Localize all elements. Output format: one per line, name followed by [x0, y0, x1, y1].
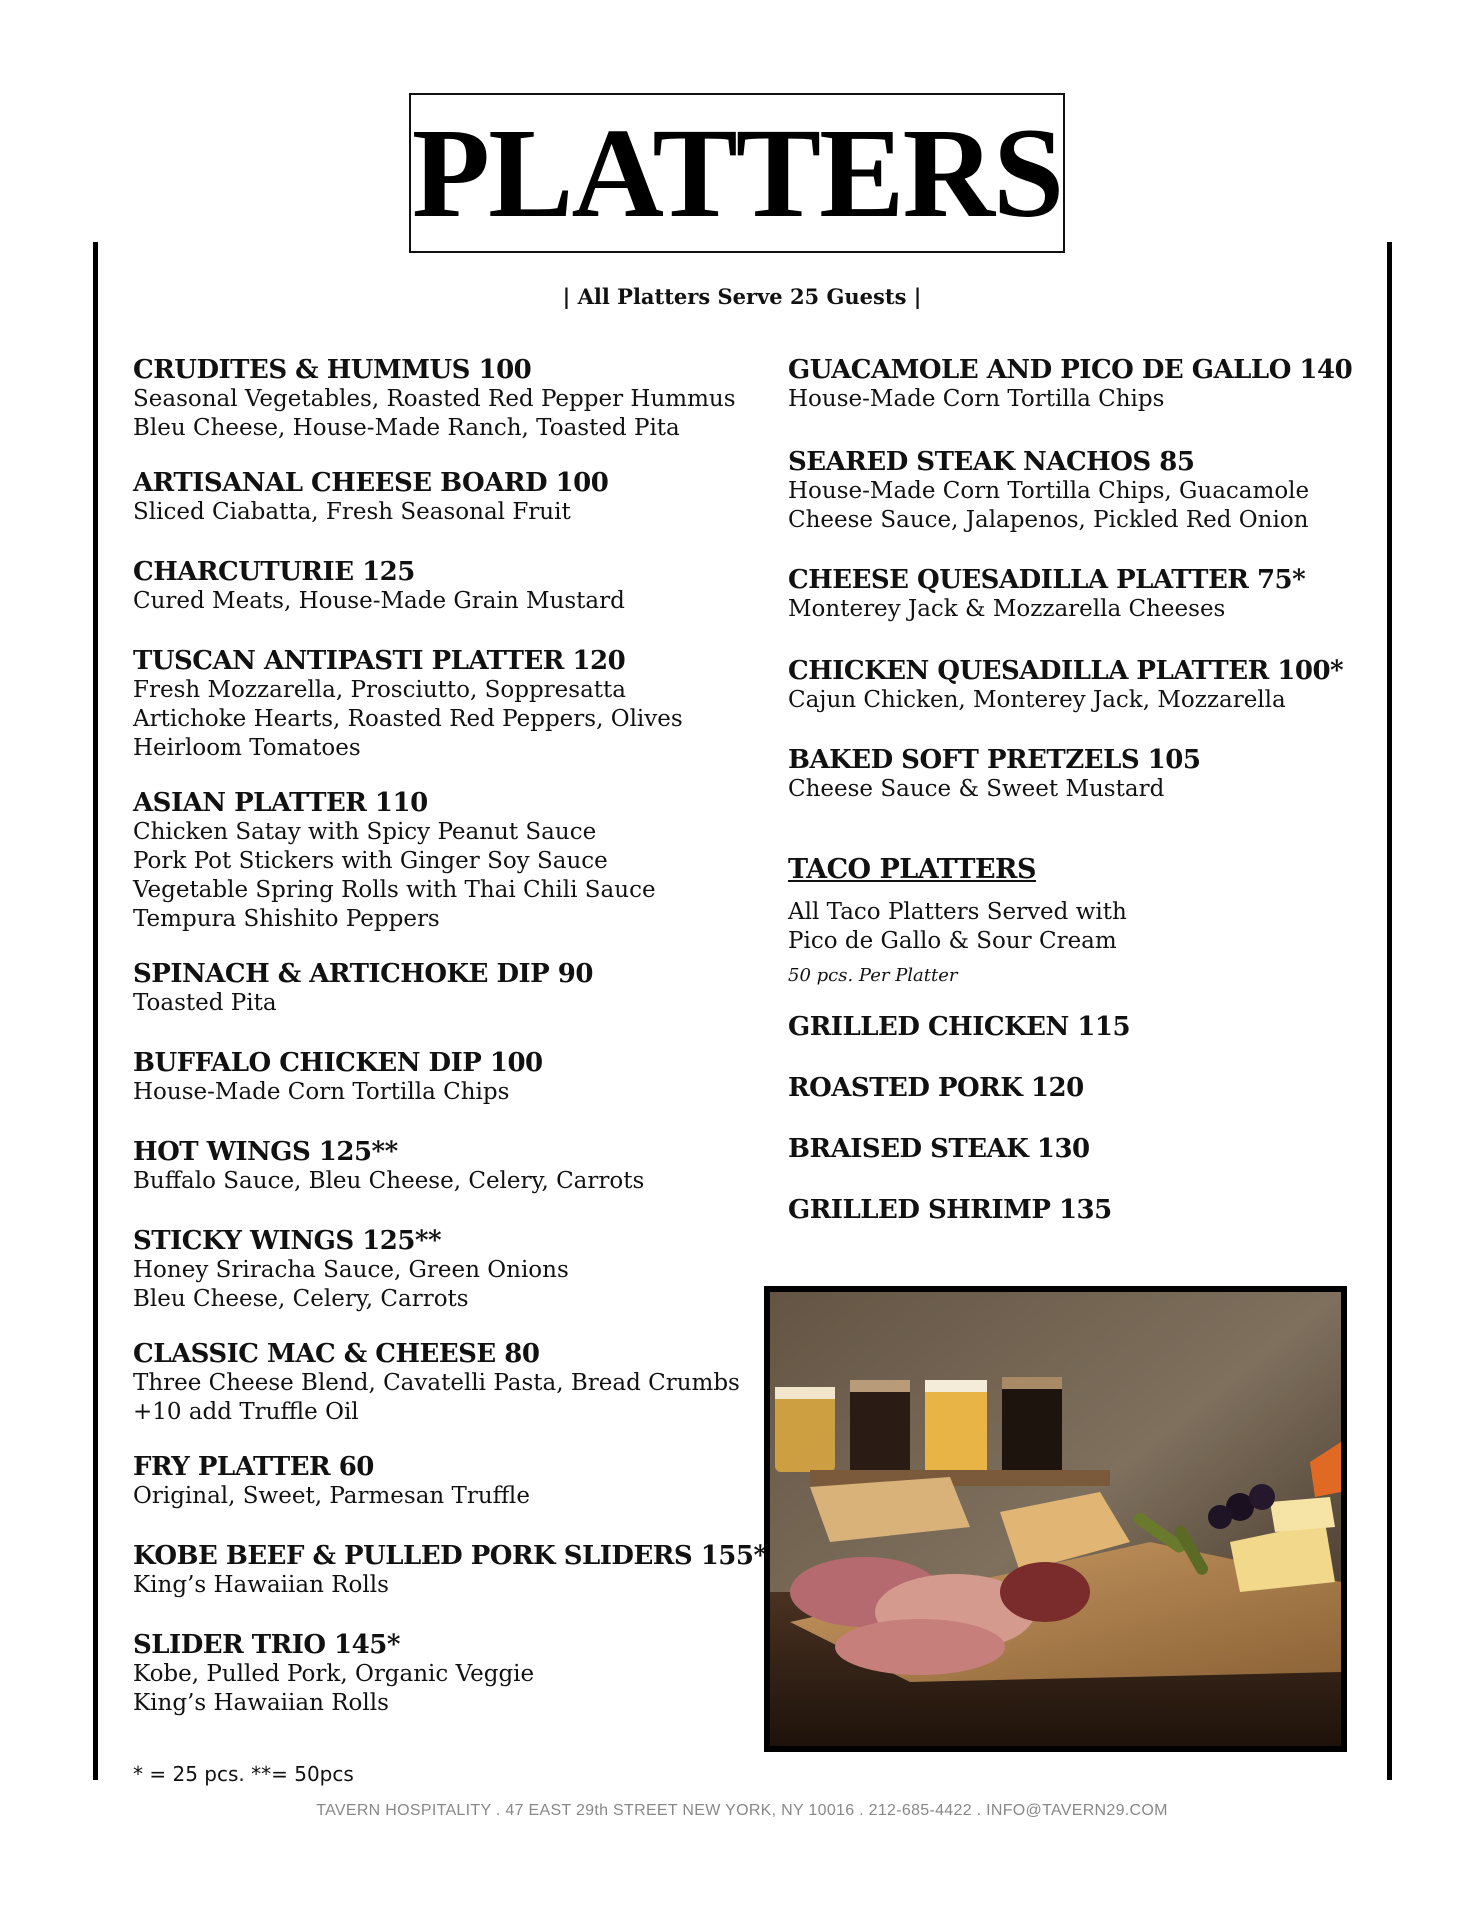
left-border-rule	[93, 242, 98, 1780]
item-name: BUFFALO CHICKEN DIP 100	[133, 1048, 543, 1078]
item-desc: Honey Sriracha Sauce, Green Onions	[133, 1257, 569, 1283]
menu-item	[788, 565, 1388, 624]
menu-item	[133, 1226, 753, 1314]
footnote: * = 25 pcs. **= 50pcs	[133, 1762, 354, 1786]
taco-item: GRILLED SHRIMP 135	[788, 1195, 1112, 1225]
item-name: CLASSIC MAC & CHEESE 80	[133, 1339, 540, 1369]
right-menu-column	[788, 355, 1388, 1225]
left-menu-column	[133, 355, 767, 1718]
menu-item	[133, 1339, 753, 1427]
item-name: CHEESE QUESADILLA PLATTER 75*	[788, 565, 1306, 595]
item-name: SPINACH & ARTICHOKE DIP 90	[133, 959, 593, 989]
menu-item	[133, 1452, 753, 1511]
item-name: BAKED SOFT PRETZELS 105	[788, 745, 1201, 775]
item-desc: Artichoke Hearts, Roasted Red Peppers, Olives	[133, 706, 683, 732]
item-desc: Toasted Pita	[133, 990, 277, 1016]
menu-item	[133, 959, 753, 1018]
menu-item	[133, 646, 753, 763]
item-name: STICKY WINGS 125**	[133, 1226, 442, 1256]
food-photo	[764, 1286, 1347, 1752]
item-desc: Fresh Mozzarella, Prosciutto, Soppresatta	[133, 677, 626, 703]
item-desc: Kobe, Pulled Pork, Organic Veggie	[133, 1661, 535, 1687]
menu-item	[133, 1137, 753, 1196]
taco-platters-heading: TACO PLATTERS	[788, 854, 1036, 885]
menu-item	[133, 1630, 753, 1718]
menu-item	[133, 1541, 767, 1600]
menu-item	[788, 447, 1388, 535]
item-name: CHICKEN QUESADILLA PLATTER 100*	[788, 656, 1344, 686]
item-name: ASIAN PLATTER 110	[133, 788, 428, 818]
taco-item: BRAISED STEAK 130	[788, 1134, 1090, 1164]
menu-item	[133, 468, 753, 527]
item-desc: Cured Meats, House-Made Grain Mustard	[133, 588, 625, 614]
item-desc: Bleu Cheese, House-Made Ranch, Toasted Pita	[133, 415, 680, 441]
item-desc: House-Made Corn Tortilla Chips	[788, 386, 1165, 412]
item-name: TUSCAN ANTIPASTI PLATTER 120	[133, 646, 626, 676]
subtitle: | All Platters Serve 25 Guests |	[562, 284, 922, 309]
item-name: CRUDITES & HUMMUS 100	[133, 355, 532, 385]
item-name: SLIDER TRIO 145*	[133, 1630, 400, 1660]
title-box	[409, 93, 1065, 253]
taco-intro-line: Pico de Gallo & Sour Cream	[788, 928, 1117, 954]
item-desc: House-Made Corn Tortilla Chips, Guacamole	[788, 478, 1310, 504]
item-name: HOT WINGS 125**	[133, 1137, 398, 1167]
menu-item	[133, 1048, 753, 1107]
taco-note: 50 pcs. Per Platter	[788, 965, 958, 986]
menu-item	[788, 656, 1388, 715]
item-desc: Seasonal Vegetables, Roasted Red Pepper Hummus	[133, 386, 736, 412]
item-desc: +10 add Truffle Oil	[133, 1399, 359, 1425]
item-desc: King’s Hawaiian Rolls	[133, 1690, 389, 1716]
item-desc: Buffalo Sauce, Bleu Cheese, Celery, Carrots	[133, 1168, 645, 1194]
item-desc: Cajun Chicken, Monterey Jack, Mozzarella	[788, 687, 1286, 713]
item-name: ARTISANAL CHEESE BOARD 100	[133, 468, 609, 498]
taco-item: ROASTED PORK 120	[788, 1073, 1084, 1103]
item-name: FRY PLATTER 60	[133, 1452, 374, 1482]
menu-item	[788, 745, 1388, 804]
menu-item	[133, 557, 753, 616]
item-desc: Chicken Satay with Spicy Peanut Sauce	[133, 819, 597, 845]
item-name: KOBE BEEF & PULLED PORK SLIDERS 155*	[133, 1541, 767, 1571]
taco-intro-line: All Taco Platters Served with	[788, 899, 1127, 925]
item-desc: Heirloom Tomatoes	[133, 735, 361, 761]
item-name: GUACAMOLE AND PICO DE GALLO 140	[788, 355, 1353, 385]
item-desc: King’s Hawaiian Rolls	[133, 1572, 389, 1598]
footer-contact: TAVERN HOSPITALITY . 47 EAST 29th STREET NEW YORK, NY 10016 . 212-685-4422 . INFO@TAVERN29.COM	[316, 1802, 1168, 1819]
item-name: CHARCUTURIE 125	[133, 557, 415, 587]
charcuterie-board-image	[770, 1292, 1341, 1746]
item-desc: House-Made Corn Tortilla Chips	[133, 1079, 510, 1105]
page-title: PLATTERS	[411, 102, 1063, 244]
item-desc: Tempura Shishito Peppers	[133, 906, 440, 932]
item-desc: Vegetable Spring Rolls with Thai Chili Sauce	[133, 877, 656, 903]
item-name: SEARED STEAK NACHOS 85	[788, 447, 1195, 477]
taco-item: GRILLED CHICKEN 115	[788, 1012, 1131, 1042]
item-desc: Bleu Cheese, Celery, Carrots	[133, 1286, 469, 1312]
item-desc: Monterey Jack & Mozzarella Cheeses	[788, 596, 1226, 622]
menu-item	[133, 355, 753, 443]
item-desc: Cheese Sauce & Sweet Mustard	[788, 776, 1165, 802]
menu-item	[788, 355, 1388, 414]
item-desc: Three Cheese Blend, Cavatelli Pasta, Bread Crumbs	[133, 1370, 740, 1396]
menu-item	[133, 788, 753, 934]
item-desc: Cheese Sauce, Jalapenos, Pickled Red Onion	[788, 507, 1309, 533]
item-desc: Original, Sweet, Parmesan Truffle	[133, 1483, 530, 1509]
item-desc: Pork Pot Stickers with Ginger Soy Sauce	[133, 848, 608, 874]
item-desc: Sliced Ciabatta, Fresh Seasonal Fruit	[133, 499, 571, 525]
